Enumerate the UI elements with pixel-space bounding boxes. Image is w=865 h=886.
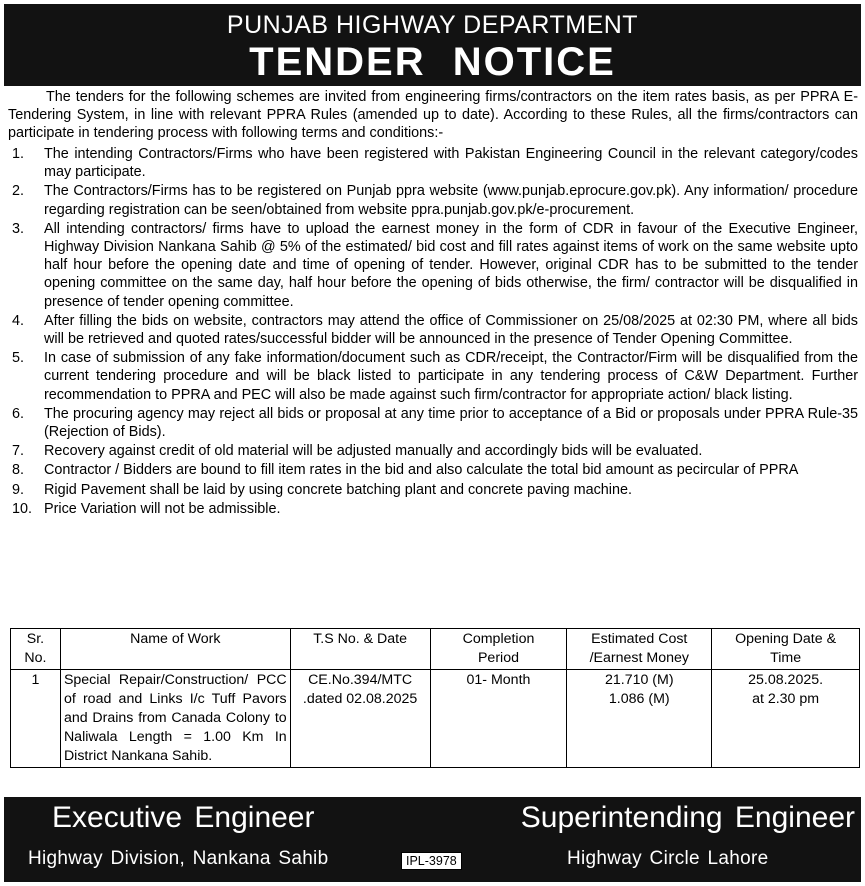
opening-time-value: at 2.30 pm [752, 691, 820, 707]
term-text: In case of submission of any fake information/document such as CDR/receipt, the Contractor/Firm will be disqualified from the current tendering procedure and will be black listed to participate in any tendering process of C&W Department. Further recommendation to PPRA and PEC will also be made against such firm/contractor for appropriate action/ black listing. [44, 350, 858, 403]
header-text: Estimated Cost [591, 631, 688, 647]
estimated-cost-value: 21.710 (M) [604, 672, 674, 688]
term-item [0, 442, 865, 460]
term-number: 9. [12, 481, 25, 498]
term-text: The Contractors/Firms has to be registered on Punjab ppra website (www.punjab.eprocure.gov.pk). Any information/ procedure regarding registration can be seen/obtained from website ppra.punjab.gov.pk/e-procurement. [44, 183, 858, 218]
term-number: 4. [12, 312, 25, 329]
highway-division-label: Highway Division, Nankana Sahib [28, 848, 329, 869]
term-item [0, 182, 865, 218]
cell-opening-date [712, 670, 860, 768]
table-row [11, 670, 860, 768]
term-number: 2. [12, 183, 25, 200]
header-text: No. [24, 650, 47, 666]
term-text: The procuring agency may reject all bids or proposal at any time prior to acceptance of a Bid or proposals under PPRA Rule-35 (Rejection of Bids). [44, 405, 858, 441]
term-number: 1. [12, 146, 25, 162]
earnest-money-value: 1.086 (M) [608, 691, 670, 707]
col-header-estimated-cost [567, 629, 712, 670]
executive-engineer-title: Executive Engineer [52, 801, 315, 834]
term-number: 6. [12, 405, 25, 422]
term-text: Rigid Pavement shall be laid by using concrete batching plant and concrete paving machine. [44, 481, 632, 498]
term-number: 5. [12, 350, 25, 367]
header-banner [4, 4, 861, 86]
term-text: All intending contractors/ firms have to upload the earnest money in the form of CDR in favour of the Executive Engineer, Highway Division Nankana Sahib @ 5% of the estimated/ bid cost and fill rates against items of work on the same website upto half hour before the opening date and time of opening of tender. However, original CDR has to be submitted to the tender opening committee on the same day, half hour before the opening of bids otherwise, the firm/ contractor will be disqualified in presence of tender opening committee. [44, 220, 858, 310]
header-text: Time [770, 650, 802, 666]
header-text: Name of Work [130, 631, 221, 647]
cell-sr-no: 1 [11, 670, 61, 768]
cell-ts-no-date [290, 670, 430, 768]
notice-title: TENDER NOTICE [249, 40, 616, 84]
table-header-row [11, 629, 860, 670]
term-item [0, 220, 865, 311]
department-name: PUNJAB HIGHWAY DEPARTMENT [226, 11, 639, 39]
term-text: Price Variation will not be admissible. [44, 500, 281, 517]
term-item [0, 405, 865, 441]
header-text: /Earnest Money [589, 650, 689, 666]
cell-estimated-cost [567, 670, 712, 768]
col-header-opening-date [712, 629, 860, 670]
superintending-engineer-title: Superintending Engineer [520, 801, 855, 834]
cell-completion-period: 01- Month [430, 670, 567, 768]
header-text: Period [477, 650, 519, 666]
term-item [0, 349, 865, 404]
term-number: 7. [12, 443, 25, 460]
footer-banner [4, 797, 861, 882]
term-item [0, 481, 865, 499]
ipl-code-badge: IPL-3978 [401, 852, 462, 870]
term-item [0, 312, 865, 348]
terms-list [0, 145, 865, 519]
opening-date-value: 25.08.2025. [748, 672, 824, 688]
col-header-ts-no-date [290, 629, 430, 670]
col-header-completion-period [430, 629, 567, 670]
header-text: Completion [462, 631, 535, 647]
header-text: Opening Date & [735, 631, 837, 647]
highway-circle-label: Highway Circle Lahore [567, 848, 769, 869]
header-text: Sr. [26, 631, 45, 647]
term-item [0, 461, 865, 479]
term-number: 8. [12, 462, 25, 479]
works-table [10, 628, 860, 768]
term-text: Contractor / Bidders are bound to fill item rates in the bid and also calculate the total bid amount as pecircular of PPRA [44, 462, 799, 479]
term-item [0, 145, 865, 181]
term-number: 3. [12, 220, 25, 237]
term-item [0, 500, 865, 518]
col-header-name-of-work [60, 629, 290, 670]
term-text: Recovery against credit of old material will be adjusted manually and accordingly bids will be evaluated. [44, 443, 703, 460]
header-text: T.S No. & Date [313, 631, 408, 647]
term-text: The intending Contractors/Firms who have been registered with Pakistan Engineering Council in the relevant category/codes may participate. [44, 146, 858, 181]
col-header-sr [11, 629, 61, 670]
intro-paragraph: The tenders for the following schemes are invited from engineering firms/contractors on the item rates basis, as per PPRA E-Tendering System, in line with relevant PPRA Rules (amended up to date). According to these Rules, all the firms/contractors can participate in tendering process with following terms and conditions:- [8, 89, 858, 141]
cell-name-of-work: Special Repair/Construction/ PCC of road and Links I/c Tuff Pavors and Drains from Canada Colony to Naliwala Length = 1.00 Km In District Nankana Sahib. [60, 670, 290, 768]
ts-date: .dated 02.08.2025 [302, 691, 418, 707]
term-text: After filling the bids on website, contractors may attend the office of Commissioner on 25/08/2025 at 02:30 PM, where all bids will be retrieved and quoted rates/successful bidder will be announced in the presence of Tender Opening Committee. [44, 312, 858, 348]
term-number: 10. [12, 500, 33, 517]
ts-number: CE.No.394/MTC [308, 672, 413, 688]
